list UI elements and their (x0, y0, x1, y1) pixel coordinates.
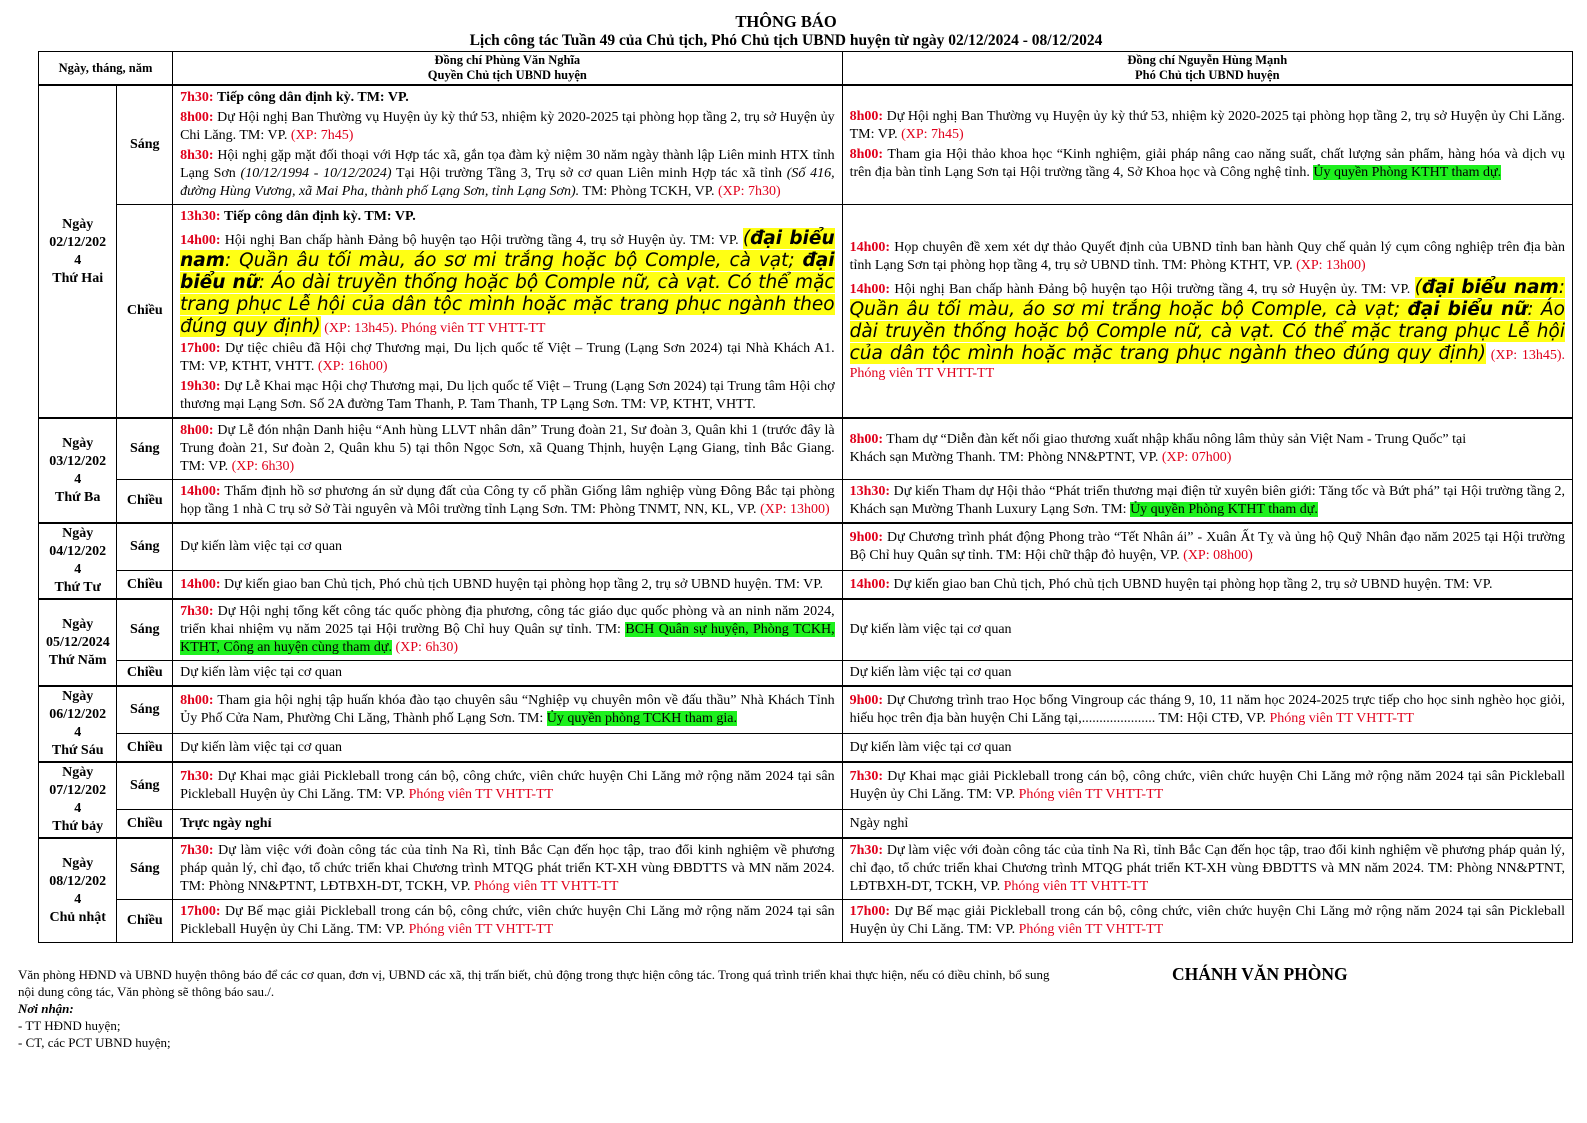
day-label-line: 4 (74, 562, 82, 577)
departure-time: (XP: 08h00) (1183, 548, 1253, 564)
chairman-cell (173, 523, 843, 571)
day-label-line: Thứ bảy (52, 819, 104, 834)
day-label-line: Thứ Hai (52, 270, 104, 286)
schedule-entry (180, 692, 835, 728)
entry-text: Dự kiến giao ban Chủ tịch, Phó chủ tịch UBND huyện tại phòng họp tầng 2, trụ sở UBND huyện. TM: VP. (893, 576, 1493, 592)
entry-text: Dự Hội nghị tổng kết công tác quốc phòng địa phương, công tác giáo dục quốc phòng và an ninh năm 2024, triển khai nhiệm vụ năm 2025 tại Hội trường Bộ Chỉ huy Quân sự tỉnh. TM: (180, 604, 835, 637)
recipient-item: - CT, các PCT UBND huyện; (18, 1035, 171, 1050)
entry-text: Thẩm định hồ sơ phương án sử dụng đất của Công ty cổ phần Giống lâm nghiệp vùng Đông Bắc tại phòng họp tầng 1 nhà C trụ sở Sở Tài nguyên và Môi trường tỉnh Lạng Sơn. TM: Phòng TNMT, NN, KL, VP. (180, 484, 835, 517)
reporter-note: Phóng viên TT VHTT-TT (849, 366, 995, 381)
entry-text: Trực ngày nghỉ (180, 815, 272, 831)
entry-text: Dự kiến làm việc tại cơ quan (849, 665, 1012, 680)
day-label-line: 4 (74, 891, 82, 907)
day-label-line: Ngày (62, 616, 94, 632)
vice-chairman-column-header (842, 52, 1572, 86)
entry-text: Dự kiến làm việc tại cơ quan (180, 539, 343, 555)
entry-time: 14h00: (180, 233, 221, 248)
date-column-header: Ngày, tháng, năm (39, 52, 173, 86)
table-row (39, 762, 1573, 810)
schedule-entry (180, 109, 835, 145)
schedule-entry (850, 739, 1565, 757)
schedule-body (39, 85, 1573, 943)
day-label-line: Ngày (62, 526, 94, 541)
schedule-entry (180, 422, 835, 476)
entry-text: Tiếp công dân định kỳ. TM: VP. (224, 209, 416, 224)
vice-chairman-role: Phó Chủ tịch UBND huyện (1135, 68, 1280, 82)
day-label-line: 4 (74, 471, 82, 487)
schedule-entry (180, 768, 835, 804)
schedule-entry (850, 903, 1565, 939)
schedule-entry (850, 483, 1565, 519)
schedule-entry (180, 483, 835, 519)
entry-text: Dự làm việc với đoàn công tác của tỉnh Na Rì, tỉnh Bắc Cạn đến học tập, trao đổi kinh nghiệm về phương pháp quản lý, chỉ đạo, tổ chức triển khai Chương trình MTQG phát triển KT-XH vùng ĐBDTTS và MN năm 2024. TM: Phòng NN&PTNT, LĐTBXH-DT, TCKH, VP. (849, 843, 1566, 894)
entry-time: 13h30: (849, 484, 891, 499)
departure-time: (XP: 07h00) (1161, 450, 1232, 465)
day-label-line: 4 (74, 725, 82, 740)
chairman-role: Quyền Chủ tịch UBND huyện (427, 68, 587, 82)
entry-text: TM: Phòng TCKH, VP. (582, 184, 715, 199)
chairman-cell (173, 205, 843, 419)
reporter-note: Phóng viên TT VHTT-TT (408, 787, 554, 803)
day-label-line: Ngày (62, 216, 94, 232)
entry-text: Tham gia Hội thảo khoa học “Kinh nghiệm, giải pháp nâng cao năng suất, chất lượng sản phẩm, hàng hóa và dịch vụ trên địa bàn tỉnh Lạng Sơn tại Hội trường tầng 4, Sở Khoa học và Công nghệ tỉnh. (849, 147, 1565, 180)
departure-time: (XP: 7h30) (718, 184, 781, 199)
signature-title: CHÁNH VĂN PHÒNG (1172, 964, 1348, 984)
entry-italic: (Số 416, đường Hùng Vương, xã Mai Pha, thành phố Lạng Sơn, tỉnh Lạng Sơn). (180, 166, 835, 199)
departure-time: (XP: 13h45). (1490, 348, 1566, 363)
document-subtitle: Lịch công tác Tuần 49 của Chủ tịch, Phó Chủ tịch UBND huyện từ ngày 02/12/2024 - 08/12/2024 (469, 32, 1103, 49)
chairman-cell (173, 762, 843, 810)
entry-text: Hội nghị Ban chấp hành Đảng bộ huyện tạo Hội trường tầng 4, trụ sở Huyện ủy. TM: VP. (224, 233, 739, 248)
reporter-note: Phóng viên TT VHTT-TT (1269, 711, 1414, 727)
schedule-entry (850, 277, 1565, 383)
schedule-entry (850, 664, 1565, 682)
entry-time: 8h00: (849, 147, 884, 162)
schedule-table (38, 51, 1573, 943)
chairman-cell (173, 418, 843, 480)
entry-time: 7h30: (180, 769, 214, 785)
dress-female-label: đại biểu nữ (180, 250, 835, 293)
dress-male-text: : Quần âu tối màu, áo sơ mi trắng hoặc bộ Comple, cà vạt; (849, 277, 1565, 320)
day-cell (39, 418, 117, 523)
day-label-line: 07/12/202 (49, 783, 107, 798)
session-label: Sáng (117, 85, 173, 205)
day-cell (39, 838, 117, 943)
entry-text: Dự làm việc với đoàn công tác của tỉnh Na Rì, tỉnh Bắc Cạn đến học tập, trao đổi kinh nghiệm về phương pháp quản lý, chỉ đạo, tổ chức triển khai Chương trình MTQG phát triển KT-XH vùng ĐBDTTS và MN năm 2024. TM: Phòng NN&PTNT, LĐTBXH-DT, TCKH, VP. (180, 843, 835, 894)
schedule-entry (850, 621, 1565, 639)
table-row (39, 205, 1573, 419)
day-cell (39, 686, 117, 762)
table-row (39, 571, 1573, 599)
vice-chairman-cell (842, 571, 1572, 599)
day-label-line: Thứ Ba (55, 489, 101, 505)
session-label: Sáng (117, 599, 173, 661)
day-label-line: 05/12/2024 (46, 634, 110, 650)
entry-text: Tại Hội trường Tầng 3, Trụ sở cơ quan Liên minh Hợp tác xã tỉnh (396, 166, 782, 181)
vice-chairman-name: Đồng chí Nguyễn Hùng Mạnh (1127, 53, 1288, 67)
schedule-entry (850, 529, 1565, 565)
dress-female-label: đại biểu nữ (1407, 299, 1528, 320)
entry-italic: (10/12/1994 - 10/12/2024) (240, 166, 392, 181)
day-label-line: 4 (74, 252, 82, 268)
day-label-line: Ngày (62, 435, 94, 451)
schedule-entry (850, 108, 1565, 144)
chairman-cell (173, 838, 843, 900)
vice-chairman-cell (842, 205, 1572, 419)
day-label-line: Ngày (62, 855, 94, 871)
chairman-cell (173, 571, 843, 599)
table-row (39, 480, 1573, 524)
vice-chairman-cell (842, 599, 1572, 661)
entry-time: 14h00: (180, 576, 221, 592)
reporter-note: Phóng viên TT VHTT-TT (1018, 922, 1164, 937)
schedule-entry (850, 768, 1565, 804)
chairman-cell (173, 900, 843, 943)
entry-text: Dự kiến Tham dự Hội thảo “Phát triển thương mại điện tử xuyên biên giới: Tăng tốc và Bứt phá” tại Hội trường tầng 2, Khách sạn Mường Thanh Luxury Lạng Sơn. TM: (849, 484, 1565, 517)
entry-text: Dự kiến làm việc tại cơ quan (849, 739, 1012, 755)
session-label: Sáng (117, 762, 173, 810)
chairman-name: Đồng chí Phùng Văn Nghĩa (434, 53, 581, 67)
table-row (39, 686, 1573, 734)
entry-text: Ngày nghỉ (849, 815, 909, 831)
entry-time: 8h00: (180, 423, 214, 438)
dress-code-highlight: (đại biểu nam: Quần âu tối màu, áo sơ mi trắng hoặc bộ Comple, cà vạt; đại biểu nữ: Áo dài truyền thống hoặc bộ Comple nữ, cà vạt. Có thể mặc trang phục Lễ hội của dân tộc mình hoặc mặc trang phục ngành theo đúng quy định) (180, 228, 835, 337)
delegation-highlight: Ủy quyền phòng TCKH tham gia. (546, 711, 737, 727)
day-cell (39, 599, 117, 686)
schedule-entry (180, 815, 835, 833)
entry-text: Dự kiến làm việc tại cơ quan (180, 665, 343, 680)
entry-time: 7h30: (849, 769, 884, 785)
departure-time: (XP: 13h00) (760, 502, 830, 517)
day-label-line: 06/12/202 (49, 707, 107, 722)
entry-text: Dự Khai mạc giải Pickleball trong cán bộ, công chức, viên chức huyện Chi Lăng mở rộng năm 2024 tại sân Pickleball Huyện ủy Chi Lăng. TM: VP. (849, 769, 1565, 803)
chairman-cell (173, 85, 843, 205)
entry-time: 14h00: (849, 576, 891, 592)
document-title: THÔNG BÁO (735, 12, 837, 31)
vice-chairman-cell (842, 480, 1572, 524)
chairman-cell (173, 810, 843, 838)
entry-time: 7h30: (849, 843, 884, 858)
table-row (39, 85, 1573, 205)
table-header-row (39, 52, 1573, 86)
chairman-cell (173, 734, 843, 762)
schedule-entry (850, 842, 1565, 896)
session-label: Chiều (117, 734, 173, 762)
schedule-entry (850, 815, 1565, 833)
entry-text: Dự Chương trình trao Học bổng Vingroup các tháng 9, 10, 11 năm học 2024-2025 trực tiếp cho học sinh nghèo học giỏi, hiếu học trên địa bàn huyện Chi Lăng tại,..................... TM: Hội CTĐ, VP. (849, 693, 1566, 727)
dress-female-text: : Áo dài truyền thống hoặc bộ Comple nữ, cà vạt. Có thể mặc trang phục Lễ hội của dân tộc mình hoặc mặc trang phục ngành theo đúng quy định) (849, 299, 1566, 364)
entry-text: Dự Hội nghị Ban Thường vụ Huyện ủy kỳ thứ 53, nhiệm kỳ 2020-2025 tại phòng họp tầng 2, trụ sở Huyện ủy Chi Lăng. TM: VP. (849, 109, 1565, 142)
departure-time: (XP: 13h00) (1296, 258, 1366, 273)
footer-notice (18, 966, 1058, 1051)
entry-time: 14h00: (180, 484, 221, 499)
chairman-cell (173, 686, 843, 734)
entry-text: Khách sạn Mường Thanh. TM: Phòng NN&PTNT, VP. (849, 450, 1159, 465)
entry-time: 13h30: (180, 209, 221, 224)
entry-time: 14h00: (849, 240, 891, 255)
reporter-note: Phóng viên TT VHTT-TT (408, 922, 554, 937)
chairman-cell (173, 599, 843, 661)
day-label-line: 4 (74, 801, 82, 816)
vice-chairman-cell (842, 523, 1572, 571)
entry-text: Tham gia hội nghị tập huấn khóa đào tạo chuyên sâu “Nghiệp vụ chuyên môn về đấu thầu” Nhà Khách Tỉnh Ủy Phố Cửa Nam, Phường Chi Lăng, Thành phố Lạng Sơn. TM: (180, 693, 835, 727)
session-label: Chiều (117, 900, 173, 943)
schedule-entry (180, 603, 835, 657)
reporter-note: Phóng viên TT VHTT-TT (1003, 879, 1149, 894)
vice-chairman-cell (842, 762, 1572, 810)
schedule-entry (180, 208, 835, 226)
day-label-line: Thứ Sáu (51, 743, 104, 758)
session-label: Chiều (117, 661, 173, 687)
dress-male-label: đại biểu nam (180, 228, 835, 271)
entry-text: Tham dự “Diễn đàn kết nối giao thương xuất nhập khẩu nông lâm thủy sản Việt Nam - Trung Quốc” tại (886, 432, 1467, 447)
departure-time: (XP: 16h00) (317, 359, 388, 374)
table-row (39, 734, 1573, 762)
table-row (39, 418, 1573, 480)
entry-time: 8h00: (180, 693, 214, 709)
entry-text: Hội nghị gặp mặt đối thoại với Hợp tác xã, gắn tọa đàm kỷ niệm 30 năm ngày thành lập Liên minh HTX tỉnh Lạng Sơn (180, 148, 835, 181)
session-label: Sáng (117, 686, 173, 734)
table-row (39, 599, 1573, 661)
vice-chairman-cell (842, 85, 1572, 205)
entry-text: Dự Bế mạc giải Pickleball trong cán bộ, công chức, viên chức huyện Chi Lăng mở rộng năm 2024 tại sân Pickleball Huyện ủy Chi Lăng. TM: VP. (180, 904, 835, 937)
delegation-highlight: Ủy quyền Phòng KTHT tham dự. (1130, 502, 1318, 517)
entry-time: 8h00: (180, 110, 214, 125)
recipient-item: - TT HĐND huyện; (18, 1018, 121, 1033)
schedule-entry (850, 692, 1565, 728)
vice-chairman-cell (842, 661, 1572, 687)
schedule-entry (180, 664, 835, 682)
dress-male-text: : Quần âu tối màu, áo sơ mi trắng hoặc bộ Comple, cà vạt; (225, 250, 795, 271)
entry-text: Dự Khai mạc giải Pickleball trong cán bộ, công chức, viên chức huyện Chi Lăng mở rộng năm 2024 tại sân Pickleball Huyện ủy Chi Lăng. TM: VP. (180, 769, 835, 803)
entry-time: 8h00: (849, 109, 884, 124)
table-row (39, 810, 1573, 838)
entry-time: 14h00: (849, 282, 891, 297)
reporter-note: Phóng viên TT VHTT-TT (1018, 787, 1164, 803)
entry-time: 8h00: (849, 432, 884, 447)
entry-time: 7h30: (180, 843, 214, 858)
day-label-line: 03/12/202 (49, 453, 107, 469)
schedule-entry (180, 903, 835, 939)
document-page (18, 12, 1569, 943)
schedule-entry (180, 842, 835, 896)
chairman-cell (173, 480, 843, 524)
entry-time: 7h30: (180, 90, 214, 105)
schedule-entry (850, 239, 1565, 275)
day-label-line: 08/12/202 (49, 873, 107, 889)
vice-chairman-cell (842, 810, 1572, 838)
entry-text: Dự Chương trình phát động Phong trào “Tết Nhân ái” - Xuân Ất Tỵ và ủng hộ Quỹ Nhân đạo năm 2025 tại Hội trường Bộ Chỉ huy Quân sự tỉnh. TM: Hội chữ thập đỏ huyện, VP. (849, 530, 1566, 564)
session-label: Sáng (117, 418, 173, 480)
day-label-line: 04/12/202 (49, 544, 107, 559)
delegation-highlight: BCH Quân sự huyện, Phòng TCKH, KTHT, Công an huyện cùng tham dự. (180, 622, 835, 655)
chairman-cell (173, 661, 843, 687)
departure-time: (XP: 6h30) (395, 640, 459, 655)
departure-time: (XP: 6h30) (231, 459, 295, 474)
table-row (39, 661, 1573, 687)
vice-chairman-cell (842, 838, 1572, 900)
reporter-note: Phóng viên TT VHTT-TT (400, 321, 546, 336)
schedule-entry (180, 538, 835, 556)
day-cell (39, 523, 117, 599)
table-row (39, 900, 1573, 943)
session-label: Chiều (117, 480, 173, 524)
day-cell (39, 85, 117, 418)
reporter-note: Phóng viên TT VHTT-TT (473, 879, 619, 894)
entry-text: Dự Hội nghị Ban Thường vụ Huyện ủy kỳ thứ 53, nhiệm kỳ 2020-2025 tại phòng họp tầng 2, trụ sở Huyện ủy Chi Lăng. TM: VP. (180, 110, 835, 143)
dress-male-label: đại biểu nam (1421, 277, 1559, 298)
departure-time: (XP: 7h45) (290, 128, 354, 143)
entry-time: 8h30: (180, 148, 214, 163)
recipients-label: Nơi nhận: (18, 1001, 74, 1016)
vice-chairman-cell (842, 418, 1572, 480)
session-label: Sáng (117, 838, 173, 900)
schedule-entry (180, 576, 835, 594)
dress-female-text: : Áo dài truyền thống hoặc bộ Comple nữ, cà vạt. Có thể mặc trang phục Lễ hội của dân tộc mình hoặc mặc trang phục ngành theo đúng quy định) (180, 272, 835, 337)
vice-chairman-cell (842, 686, 1572, 734)
entry-text: Dự Lễ đón nhận Danh hiệu “Anh hùng LLVT nhân dân” Trung đoàn 21, Sư đoàn 3, Quân khi 1 (trước đây là Trung đoàn 21, Sư đoàn 2, Quân khu 5) tại thôn Ngọc Sơn, xã Quang Thịnh, huyện Lạng Giang, tỉnh Bắc Giang. TM: VP. (180, 423, 835, 474)
session-label: Chiều (117, 810, 173, 838)
day-cell (39, 762, 117, 838)
delegation-highlight: Ủy quyền Phòng KTHT tham dự. (1313, 165, 1502, 180)
entry-time: 17h00: (180, 341, 221, 356)
schedule-entry (180, 147, 835, 201)
day-label-line: Thứ Năm (48, 652, 107, 668)
entry-text: Dự kiến làm việc tại cơ quan (180, 739, 343, 755)
day-label-line: 02/12/202 (49, 234, 107, 250)
table-row (39, 838, 1573, 900)
entry-time: 17h00: (180, 904, 221, 919)
day-label-line: Thứ Tư (54, 580, 101, 595)
day-label-line: Ngày (62, 689, 94, 704)
table-row (39, 523, 1573, 571)
chairman-column-header (173, 52, 843, 86)
day-label-line: Ngày (62, 765, 94, 780)
vice-chairman-cell (842, 900, 1572, 943)
vice-chairman-cell (842, 734, 1572, 762)
entry-time: 9h00: (849, 530, 884, 546)
entry-text: Họp chuyên đề xem xét dự thảo Quyết định của UBND tỉnh ban hành Quy chế quản lý cụm công nghiệp trên địa bàn tỉnh Lạng Sơn tại phòng họp tầng 4, trụ sở UBND tỉnh. TM: Phòng KTHT, VP. (849, 240, 1565, 273)
notice-text: Văn phòng HĐND và UBND huyện thông báo để các cơ quan, đơn vị, UBND các xã, thị trấn biết, chủ động trong thực hiện công tác. Trong quá trình triển khai thực hiện, nếu có điều chỉnh, bổ sung nội dung công tác, Văn phòng sẽ thông báo sau./. (18, 967, 1050, 999)
schedule-entry (180, 378, 835, 414)
entry-text: Dự kiến làm việc tại cơ quan (849, 622, 1012, 637)
session-label: Sáng (117, 523, 173, 571)
session-label: Chiều (117, 205, 173, 419)
day-label-line: Chủ nhật (49, 909, 106, 925)
schedule-entry (180, 739, 835, 757)
entry-text: Dự kiến giao ban Chủ tịch, Phó chủ tịch UBND huyện tại phòng họp tầng 2, trụ sở UBND huyện. TM: VP. (224, 576, 823, 592)
session-label: Chiều (117, 571, 173, 599)
entry-text: Dự Bế mạc giải Pickleball trong cán bộ, công chức, viên chức huyện Chi Lăng mở rộng năm 2024 tại sân Pickleball Huyện ủy Chi Lăng. TM: VP. (849, 904, 1565, 937)
entry-time: 17h00: (849, 904, 891, 919)
schedule-entry (850, 146, 1565, 182)
entry-text: Dự Lễ Khai mạc Hội chợ Thương mại, Du lịch quốc tế Việt – Trung (Lạng Sơn 2024) tại Trung tâm Hội chợ thương mại Lạng Sơn. Số 2A đường Tam Thanh, P. Tam Thanh, TP Lạng Sơn. TM: VP, KTHT, VHTT. (180, 379, 835, 412)
dress-code-highlight: (đại biểu nam: Quần âu tối màu, áo sơ mi trắng hoặc bộ Comple, cà vạt; đại biểu nữ: Áo dài truyền thống hoặc bộ Comple nữ, cà vạt. Có thể mặc trang phục Lễ hội của dân tộc mình hoặc mặc trang phục ngành theo đúng quy định) (849, 277, 1566, 364)
entry-text: Dự tiệc chiêu đã Hội chợ Thương mại, Du lịch quốc tế Việt – Trung (Lạng Sơn 2024) tại Nhà Khách A1. TM: VP, KTHT, VHTT. (180, 341, 835, 374)
departure-time: (XP: 7h45) (901, 127, 964, 142)
entry-time: 9h00: (849, 693, 884, 709)
entry-text: Tiếp công dân định kỳ. TM: VP. (217, 90, 409, 105)
departure-time: (XP: 13h45). (324, 321, 398, 336)
schedule-entry (850, 576, 1565, 594)
schedule-entry (180, 89, 835, 107)
schedule-entry (850, 431, 1565, 467)
entry-time: 7h30: (180, 604, 214, 619)
schedule-entry (180, 228, 835, 338)
entry-text: Hội nghị Ban chấp hành Đảng bộ huyện tạo Hội trường tầng 4, trụ sở Huyện ủy. TM: VP. (894, 282, 1411, 297)
entry-time: 19h30: (180, 379, 221, 394)
schedule-entry (180, 340, 835, 376)
